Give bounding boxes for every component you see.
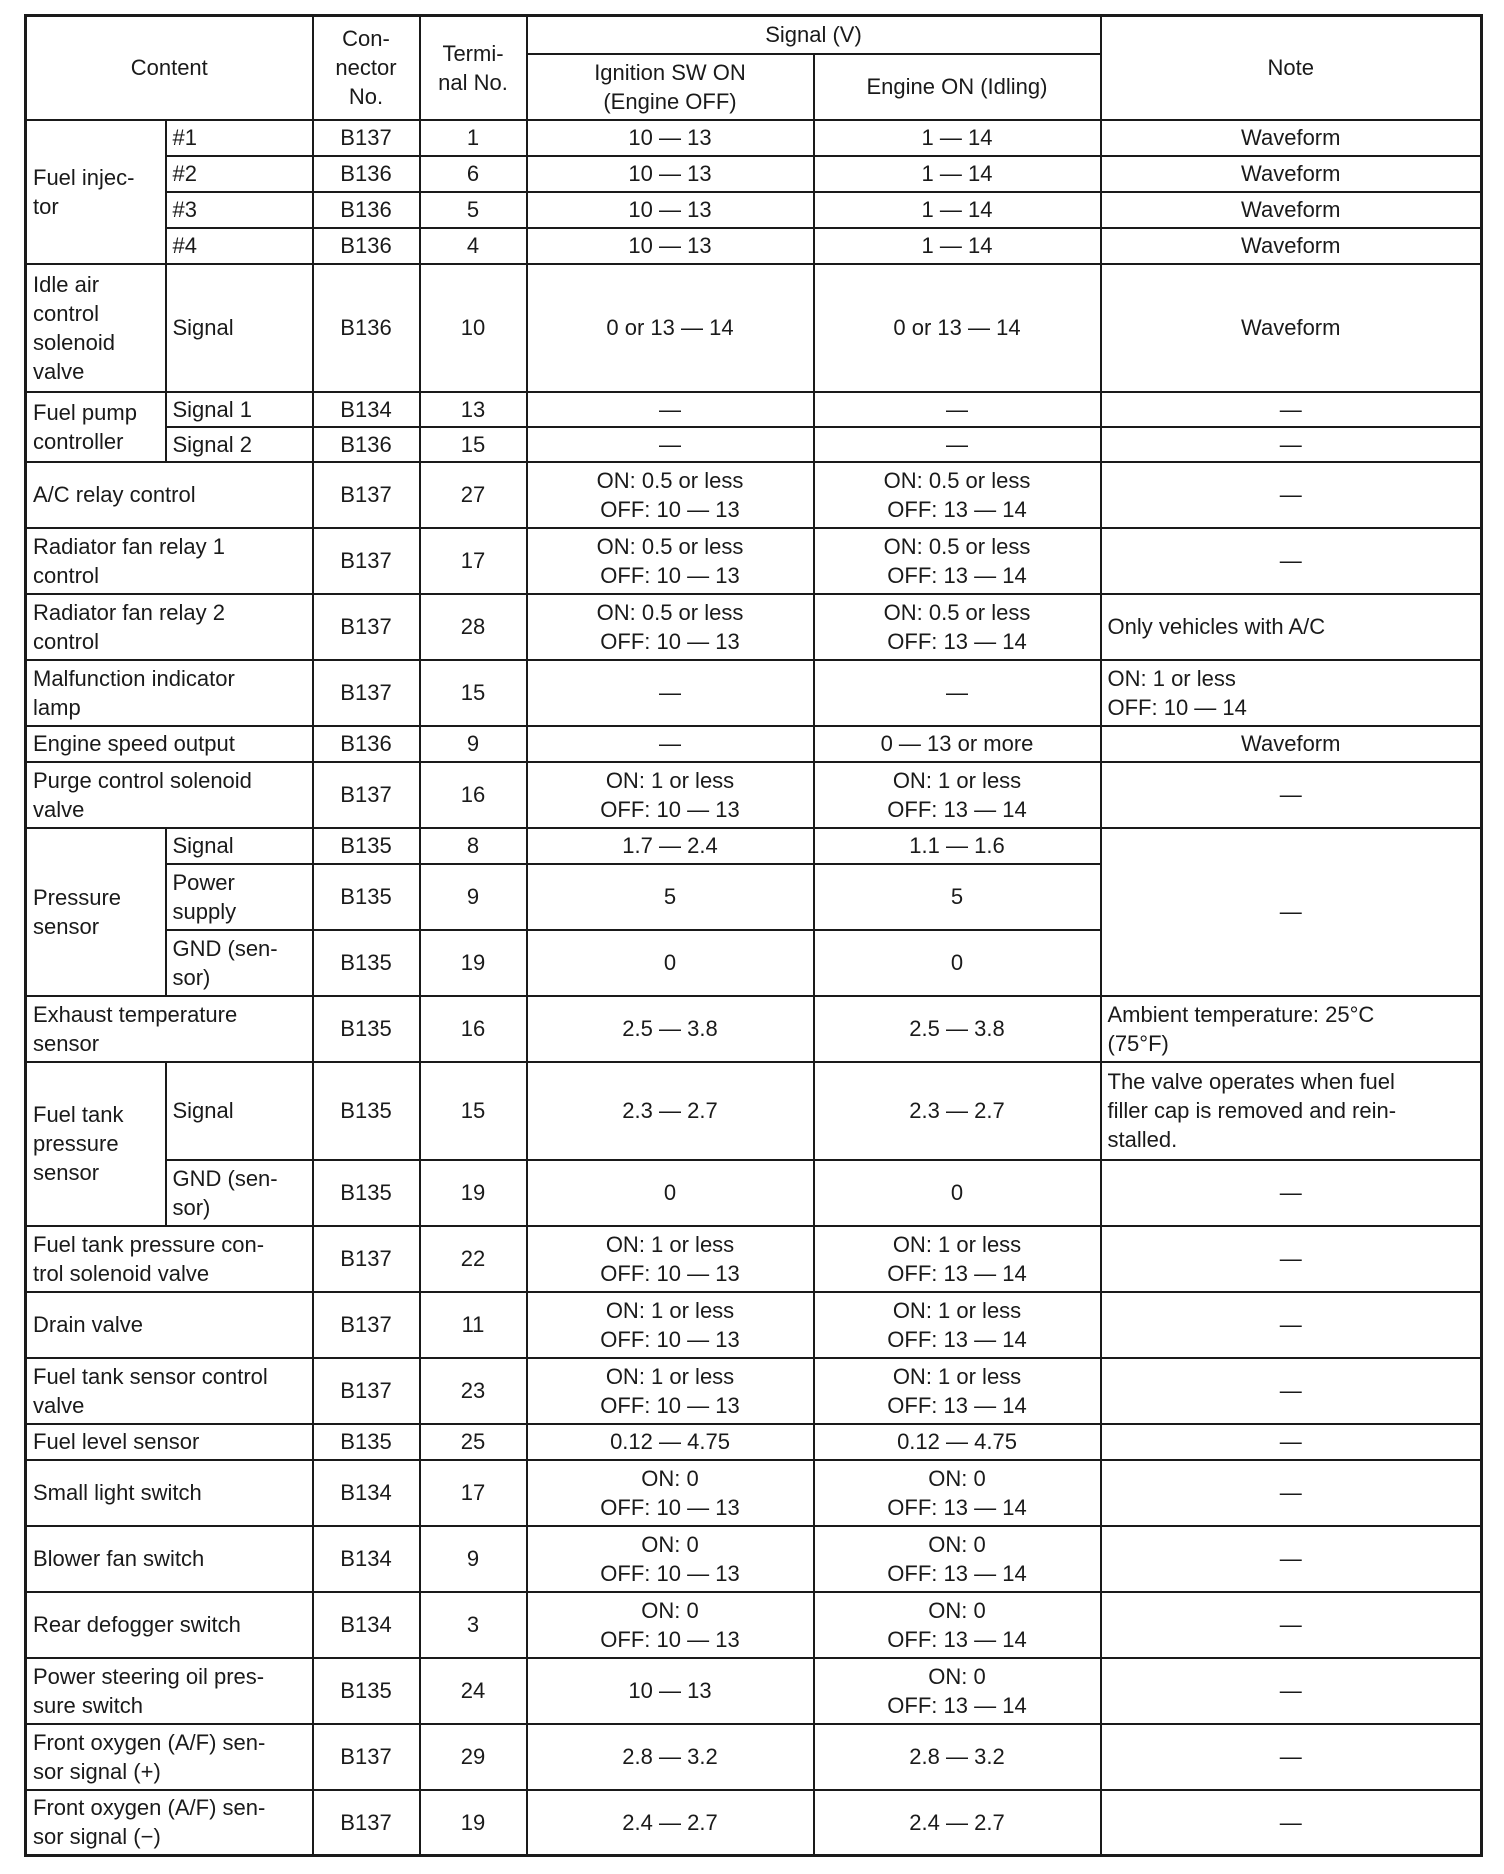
connector-cell: B135 xyxy=(313,1658,420,1724)
table-row xyxy=(26,1460,1482,1526)
note-cell: — xyxy=(1101,392,1482,427)
row-label: Fuel tank sensor control valve xyxy=(26,1358,313,1424)
row-sublabel: Signal 2 xyxy=(166,427,313,462)
row-label: Radiator fan relay 2 control xyxy=(26,594,313,660)
row-label: Blower fan switch xyxy=(26,1526,313,1592)
table-row xyxy=(26,1160,1482,1226)
connector-cell: B137 xyxy=(313,120,420,156)
terminal-cell: 23 xyxy=(420,1358,527,1424)
engine-cell: ON: 0 OFF: 13 — 14 xyxy=(814,1592,1101,1658)
engine-cell: 1 — 14 xyxy=(814,120,1101,156)
row-sublabel: Signal 1 xyxy=(166,392,313,427)
ignition-cell: 10 — 13 xyxy=(527,228,814,264)
engine-cell: 0 xyxy=(814,1160,1101,1226)
terminal-cell: 19 xyxy=(420,1790,527,1856)
connector-cell: B137 xyxy=(313,1790,420,1856)
table-row xyxy=(26,228,1482,264)
engine-cell: ON: 1 or less OFF: 13 — 14 xyxy=(814,1292,1101,1358)
terminal-cell: 25 xyxy=(420,1424,527,1460)
ignition-cell: 10 — 13 xyxy=(527,120,814,156)
ignition-cell: 5 xyxy=(527,864,814,930)
table-row xyxy=(26,462,1482,528)
table-row xyxy=(26,156,1482,192)
engine-cell: ON: 0 OFF: 13 — 14 xyxy=(814,1460,1101,1526)
engine-cell: ON: 0.5 or less OFF: 13 — 14 xyxy=(814,462,1101,528)
ignition-cell: ON: 1 or less OFF: 10 — 13 xyxy=(527,1358,814,1424)
connector-cell: B137 xyxy=(313,1292,420,1358)
engine-cell: 1 — 14 xyxy=(814,228,1101,264)
ignition-cell: — xyxy=(527,427,814,462)
table-row xyxy=(26,120,1482,156)
engine-cell: 2.5 — 3.8 xyxy=(814,996,1101,1062)
ignition-cell: 0 or 13 — 14 xyxy=(527,264,814,392)
note-cell: — xyxy=(1101,1790,1482,1856)
engine-cell: 0.12 — 4.75 xyxy=(814,1424,1101,1460)
engine-cell: — xyxy=(814,427,1101,462)
note-cell: — xyxy=(1101,1724,1482,1790)
connector-cell: B136 xyxy=(313,264,420,392)
ignition-cell: ON: 1 or less OFF: 10 — 13 xyxy=(527,1226,814,1292)
connector-cell: B135 xyxy=(313,1160,420,1226)
terminal-cell: 1 xyxy=(420,120,527,156)
row-sublabel: #3 xyxy=(166,192,313,228)
note-cell: — xyxy=(1101,762,1482,828)
note-cell: — xyxy=(1101,1658,1482,1724)
note-cell: Only vehicles with A/C xyxy=(1101,594,1482,660)
row-sublabel: Signal xyxy=(166,1062,313,1160)
terminal-cell: 13 xyxy=(420,392,527,427)
connector-cell: B137 xyxy=(313,660,420,726)
row-sublabel: Signal xyxy=(166,828,313,864)
note-cell: Waveform xyxy=(1101,264,1482,392)
connector-cell: B137 xyxy=(313,1724,420,1790)
signal-table-page xyxy=(24,14,1480,1857)
table-row xyxy=(26,192,1482,228)
row-sublabel: GND (sen- sor) xyxy=(166,1160,313,1226)
table-row xyxy=(26,1526,1482,1592)
row-label: Idle air control solenoid valve xyxy=(26,264,166,392)
terminal-cell: 6 xyxy=(420,156,527,192)
connector-cell: B135 xyxy=(313,996,420,1062)
note-cell: — xyxy=(1101,528,1482,594)
terminal-cell: 15 xyxy=(420,1062,527,1160)
terminal-cell: 3 xyxy=(420,1592,527,1658)
ignition-cell: 0 xyxy=(527,1160,814,1226)
note-cell: — xyxy=(1101,462,1482,528)
note-cell: — xyxy=(1101,1526,1482,1592)
terminal-cell: 16 xyxy=(420,762,527,828)
connector-cell: B137 xyxy=(313,462,420,528)
connector-cell: B136 xyxy=(313,192,420,228)
note-cell: — xyxy=(1101,1460,1482,1526)
note-cell: — xyxy=(1101,1160,1482,1226)
table-row xyxy=(26,1790,1482,1856)
table-row xyxy=(26,762,1482,828)
note-cell: — xyxy=(1101,1292,1482,1358)
connector-cell: B134 xyxy=(313,1526,420,1592)
row-label: Radiator fan relay 1 control xyxy=(26,528,313,594)
header-connector: Con- nector No. xyxy=(313,16,420,120)
note-cell: Waveform xyxy=(1101,726,1482,762)
engine-cell: 1.1 — 1.6 xyxy=(814,828,1101,864)
engine-cell: 5 xyxy=(814,864,1101,930)
note-cell: ON: 1 or less OFF: 10 — 14 xyxy=(1101,660,1482,726)
row-label: Fuel tank pressure con- trol solenoid valve xyxy=(26,1226,313,1292)
engine-cell: 2.3 — 2.7 xyxy=(814,1062,1101,1160)
row-label: Malfunction indicator lamp xyxy=(26,660,313,726)
table-row xyxy=(26,996,1482,1062)
connector-cell: B137 xyxy=(313,1358,420,1424)
terminal-cell: 16 xyxy=(420,996,527,1062)
ecm-signal-table xyxy=(24,14,1483,1857)
table-row xyxy=(26,1658,1482,1724)
connector-cell: B137 xyxy=(313,528,420,594)
connector-cell: B137 xyxy=(313,1226,420,1292)
connector-cell: B135 xyxy=(313,1424,420,1460)
ignition-cell: 10 — 13 xyxy=(527,1658,814,1724)
terminal-cell: 27 xyxy=(420,462,527,528)
note-cell: — xyxy=(1101,1358,1482,1424)
terminal-cell: 11 xyxy=(420,1292,527,1358)
note-cell: — xyxy=(1101,1592,1482,1658)
connector-cell: B135 xyxy=(313,828,420,864)
terminal-cell: 22 xyxy=(420,1226,527,1292)
engine-cell: ON: 1 or less OFF: 13 — 14 xyxy=(814,762,1101,828)
ignition-cell: ON: 0 OFF: 10 — 13 xyxy=(527,1460,814,1526)
header-note: Note xyxy=(1101,16,1482,120)
terminal-cell: 29 xyxy=(420,1724,527,1790)
ignition-cell: 1.7 — 2.4 xyxy=(527,828,814,864)
terminal-cell: 9 xyxy=(420,726,527,762)
note-cell: Waveform xyxy=(1101,192,1482,228)
connector-cell: B134 xyxy=(313,1592,420,1658)
ignition-cell: 2.8 — 3.2 xyxy=(527,1724,814,1790)
ignition-cell: 0.12 — 4.75 xyxy=(527,1424,814,1460)
terminal-cell: 5 xyxy=(420,192,527,228)
terminal-cell: 17 xyxy=(420,1460,527,1526)
header-content: Content xyxy=(26,16,313,120)
engine-cell: — xyxy=(814,660,1101,726)
terminal-cell: 8 xyxy=(420,828,527,864)
header-ignition: Ignition SW ON (Engine OFF) xyxy=(527,54,814,120)
connector-cell: B137 xyxy=(313,594,420,660)
note-cell: Ambient temperature: 25°C (75°F) xyxy=(1101,996,1482,1062)
row-label: Drain valve xyxy=(26,1292,313,1358)
connector-cell: B137 xyxy=(313,762,420,828)
connector-cell: B136 xyxy=(313,156,420,192)
connector-cell: B134 xyxy=(313,1460,420,1526)
ignition-cell: ON: 0.5 or less OFF: 10 — 13 xyxy=(527,528,814,594)
ignition-cell: — xyxy=(527,660,814,726)
ignition-cell: ON: 0 OFF: 10 — 13 xyxy=(527,1592,814,1658)
ignition-cell: — xyxy=(527,392,814,427)
terminal-cell: 19 xyxy=(420,1160,527,1226)
connector-cell: B135 xyxy=(313,864,420,930)
connector-cell: B136 xyxy=(313,726,420,762)
note-cell: Waveform xyxy=(1101,120,1482,156)
ignition-cell: 2.5 — 3.8 xyxy=(527,996,814,1062)
row-label: Exhaust temperature sensor xyxy=(26,996,313,1062)
row-label: Rear defogger switch xyxy=(26,1592,313,1658)
ignition-cell: 10 — 13 xyxy=(527,156,814,192)
row-label: A/C relay control xyxy=(26,462,313,528)
table-row xyxy=(26,1226,1482,1292)
engine-cell: ON: 1 or less OFF: 13 — 14 xyxy=(814,1226,1101,1292)
row-label: Front oxygen (A/F) sen- sor signal (+) xyxy=(26,1724,313,1790)
engine-cell: ON: 1 or less OFF: 13 — 14 xyxy=(814,1358,1101,1424)
row-sublabel: Power supply xyxy=(166,864,313,930)
note-cell: — xyxy=(1101,427,1482,462)
connector-cell: B135 xyxy=(313,930,420,996)
row-label: Front oxygen (A/F) sen- sor signal (−) xyxy=(26,1790,313,1856)
table-row xyxy=(26,1424,1482,1460)
note-cell: The valve operates when fuel filler cap is removed and rein- stalled. xyxy=(1101,1062,1482,1160)
table-row xyxy=(26,264,1482,392)
terminal-cell: 9 xyxy=(420,1526,527,1592)
terminal-cell: 15 xyxy=(420,427,527,462)
engine-cell: 2.4 — 2.7 xyxy=(814,1790,1101,1856)
note-cell: Waveform xyxy=(1101,228,1482,264)
header-engine: Engine ON (Idling) xyxy=(814,54,1101,120)
row-label: Purge control solenoid valve xyxy=(26,762,313,828)
connector-cell: B135 xyxy=(313,1062,420,1160)
row-label: Fuel level sensor xyxy=(26,1424,313,1460)
table-row xyxy=(26,427,1482,462)
note-cell: Waveform xyxy=(1101,156,1482,192)
table-row xyxy=(26,528,1482,594)
table-row xyxy=(26,392,1482,427)
engine-cell: ON: 0 OFF: 13 — 14 xyxy=(814,1658,1101,1724)
engine-cell: ON: 0.5 or less OFF: 13 — 14 xyxy=(814,594,1101,660)
row-sublabel: #2 xyxy=(166,156,313,192)
terminal-cell: 15 xyxy=(420,660,527,726)
engine-cell: 0 — 13 or more xyxy=(814,726,1101,762)
engine-cell: ON: 0 OFF: 13 — 14 xyxy=(814,1526,1101,1592)
table-row xyxy=(26,828,1482,864)
ignition-cell: ON: 0.5 or less OFF: 10 — 13 xyxy=(527,462,814,528)
row-sublabel: Signal xyxy=(166,264,313,392)
connector-cell: B134 xyxy=(313,392,420,427)
header-signal: Signal (V) xyxy=(527,16,1101,54)
row-label: Fuel pump controller xyxy=(26,392,166,462)
engine-cell: 0 or 13 — 14 xyxy=(814,264,1101,392)
terminal-cell: 28 xyxy=(420,594,527,660)
row-label: Power steering oil pres- sure switch xyxy=(26,1658,313,1724)
row-sublabel: #1 xyxy=(166,120,313,156)
ignition-cell: 10 — 13 xyxy=(527,192,814,228)
row-label: Small light switch xyxy=(26,1460,313,1526)
engine-cell: ON: 0.5 or less OFF: 13 — 14 xyxy=(814,528,1101,594)
terminal-cell: 24 xyxy=(420,1658,527,1724)
terminal-cell: 17 xyxy=(420,528,527,594)
note-cell: — xyxy=(1101,1424,1482,1460)
row-label: Pressure sensor xyxy=(26,828,166,996)
note-cell: — xyxy=(1101,1226,1482,1292)
engine-cell: 0 xyxy=(814,930,1101,996)
ignition-cell: — xyxy=(527,726,814,762)
table-row xyxy=(26,1592,1482,1658)
engine-cell: 1 — 14 xyxy=(814,156,1101,192)
table-row xyxy=(26,594,1482,660)
terminal-cell: 9 xyxy=(420,864,527,930)
note-cell: — xyxy=(1101,828,1482,996)
ignition-cell: ON: 1 or less OFF: 10 — 13 xyxy=(527,762,814,828)
engine-cell: 2.8 — 3.2 xyxy=(814,1724,1101,1790)
ignition-cell: 2.4 — 2.7 xyxy=(527,1790,814,1856)
table-row xyxy=(26,1358,1482,1424)
row-label: Fuel injec- tor xyxy=(26,120,166,264)
row-label: Engine speed output xyxy=(26,726,313,762)
table-row xyxy=(26,726,1482,762)
engine-cell: — xyxy=(814,392,1101,427)
table-row xyxy=(26,1292,1482,1358)
connector-cell: B136 xyxy=(313,228,420,264)
engine-cell: 1 — 14 xyxy=(814,192,1101,228)
connector-cell: B136 xyxy=(313,427,420,462)
table-row xyxy=(26,660,1482,726)
table-row xyxy=(26,1062,1482,1160)
header-terminal: Termi- nal No. xyxy=(420,16,527,120)
ignition-cell: ON: 0.5 or less OFF: 10 — 13 xyxy=(527,594,814,660)
terminal-cell: 10 xyxy=(420,264,527,392)
ignition-cell: ON: 0 OFF: 10 — 13 xyxy=(527,1526,814,1592)
table-row xyxy=(26,1724,1482,1790)
terminal-cell: 19 xyxy=(420,930,527,996)
terminal-cell: 4 xyxy=(420,228,527,264)
ignition-cell: 0 xyxy=(527,930,814,996)
row-sublabel: #4 xyxy=(166,228,313,264)
ignition-cell: 2.3 — 2.7 xyxy=(527,1062,814,1160)
ignition-cell: ON: 1 or less OFF: 10 — 13 xyxy=(527,1292,814,1358)
row-sublabel: GND (sen- sor) xyxy=(166,930,313,996)
row-label: Fuel tank pressure sensor xyxy=(26,1062,166,1226)
